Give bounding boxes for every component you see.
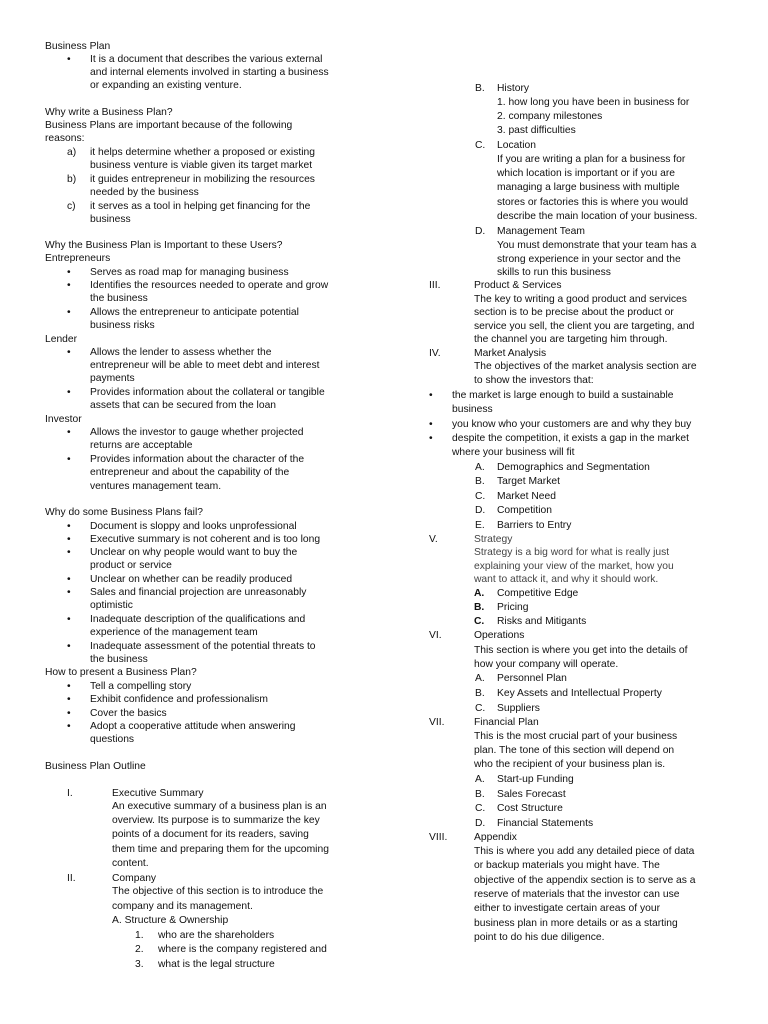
- right-text-line: Key Assets and Intellectual Property: [497, 688, 662, 699]
- right-text-line: Start-up Funding: [497, 774, 574, 785]
- right-list-marker: VI.: [429, 630, 442, 641]
- right-text-line: Appendix: [474, 832, 517, 843]
- right-list-marker: B.: [474, 602, 485, 613]
- left-list-marker: •: [67, 347, 71, 358]
- left-list-marker: a): [67, 147, 77, 158]
- left-text-line: Why the Business Plan is Important to these Users?: [45, 240, 283, 251]
- right-text-line: either to investigate certain areas of your: [474, 903, 661, 914]
- right-text-line: History: [497, 83, 530, 94]
- right-text-line: you know who your customers are and why they buy: [452, 419, 692, 430]
- right-text-line: plan. The tone of this section will depend on: [474, 745, 675, 756]
- left-text-line: Allows the investor to gauge whether projected: [90, 427, 304, 438]
- right-text-line: The objectives of the market analysis section are: [474, 361, 697, 372]
- right-text-line: Strategy: [474, 534, 513, 545]
- left-text-line: Lender: [45, 334, 78, 345]
- left-text-line: Document is sloppy and looks unprofessional: [90, 521, 297, 532]
- right-list-marker: VIII.: [429, 832, 448, 843]
- right-list-marker: D.: [475, 505, 486, 516]
- right-text-line: section is to be precise about the product or: [474, 307, 674, 318]
- right-list-marker: •: [429, 390, 433, 401]
- left-text-line: reasons:: [45, 133, 85, 144]
- left-list-marker: •: [67, 280, 71, 291]
- right-text-line: Strategy is a big word for what is really just: [474, 547, 670, 558]
- left-text-line: Investor: [45, 414, 82, 425]
- left-list-marker: •: [67, 521, 71, 532]
- right-list-marker: V.: [429, 534, 438, 545]
- left-list-marker: •: [67, 547, 71, 558]
- left-text-line: Exhibit confidence and professionalism: [90, 694, 269, 705]
- right-text-line: Suppliers: [497, 703, 540, 714]
- left-text-line: what is the legal structure: [158, 959, 275, 970]
- left-text-line: where is the company registered and: [158, 944, 327, 955]
- right-text-line: 1. how long you have been in business for: [497, 97, 690, 108]
- left-list-marker: 3.: [135, 959, 144, 970]
- right-list-marker: C.: [475, 491, 486, 502]
- left-text-line: the business: [90, 654, 148, 665]
- left-text-line: entrepreneur will be able to meet debt and interest: [90, 360, 320, 371]
- right-text-line: managing a large business with multiple: [497, 182, 680, 193]
- left-text-line: needed by the business: [90, 187, 199, 198]
- right-list-marker: B.: [475, 789, 485, 800]
- right-list-marker: A.: [475, 774, 485, 785]
- right-list-marker: E.: [475, 520, 485, 531]
- right-text-line: Location: [497, 140, 536, 151]
- left-text-line: Allows the entrepreneur to anticipate potential: [90, 307, 299, 318]
- right-text-line: Market Analysis: [474, 348, 547, 359]
- left-text-line: Inadequate description of the qualifications and: [90, 614, 306, 625]
- right-list-marker: B.: [475, 688, 485, 699]
- left-text-line: Company: [112, 873, 157, 884]
- left-list-marker: •: [67, 54, 71, 65]
- right-text-line: skills to run this business: [497, 267, 611, 278]
- right-text-line: 2. company milestones: [497, 111, 603, 122]
- left-text-line: The objective of this section is to introduce the: [112, 886, 324, 897]
- left-list-marker: II.: [67, 873, 76, 884]
- right-text-line: stores or factories this is where you would: [497, 197, 689, 208]
- right-text-line: Financial Statements: [497, 818, 594, 829]
- right-list-marker: C.: [475, 803, 486, 814]
- left-list-marker: c): [67, 201, 76, 212]
- right-text-line: explaining your view of the market, how you: [474, 561, 674, 572]
- left-text-line: points of a document for its readers, saving: [112, 829, 309, 840]
- right-text-line: strong experience in your sector and the: [497, 254, 681, 265]
- right-text-line: You must demonstrate that your team has a: [497, 240, 697, 251]
- right-text-line: reserve of materials that the investor can use: [474, 889, 680, 900]
- left-text-line: and internal elements involved in starting a business: [90, 67, 329, 78]
- right-text-line: who the recipient of your business plan is.: [474, 759, 666, 770]
- right-text-line: Demographics and Segmentation: [497, 462, 650, 473]
- right-text-line: Operations: [474, 630, 525, 641]
- right-text-line: want to attack it, and why it should work.: [474, 574, 659, 585]
- right-text-line: objective of the appendix section is to serve as a: [474, 875, 696, 886]
- right-text-line: or backup materials you might have. The: [474, 860, 660, 871]
- right-list-marker: •: [429, 433, 433, 444]
- right-list-marker: A.: [474, 588, 485, 599]
- right-text-line: despite the competition, it exists a gap in the market: [452, 433, 689, 444]
- left-text-line: product or service: [90, 560, 172, 571]
- right-text-line: The key to writing a good product and services: [474, 294, 687, 305]
- right-list-marker: •: [429, 419, 433, 430]
- right-list-marker: A.: [475, 673, 485, 684]
- right-text-line: Personnel Plan: [497, 673, 567, 684]
- right-list-marker: C.: [475, 703, 486, 714]
- left-text-line: ventures management team.: [90, 481, 222, 492]
- left-list-marker: 1.: [135, 930, 144, 941]
- right-text-line: how your company will operate.: [474, 659, 619, 670]
- left-text-line: who are the shareholders: [158, 930, 275, 941]
- right-text-line: which location is important or if you are: [497, 168, 675, 179]
- left-list-marker: 2.: [135, 944, 144, 955]
- right-list-marker: D.: [475, 226, 486, 237]
- left-text-line: Cover the basics: [90, 708, 167, 719]
- right-text-line: describe the main location of your business.: [497, 211, 698, 222]
- right-text-line: If you are writing a plan for a business for: [497, 154, 686, 165]
- left-text-line: Entrepreneurs: [45, 253, 111, 264]
- left-text-line: An executive summary of a business plan is an: [112, 801, 327, 812]
- left-list-marker: •: [67, 574, 71, 585]
- left-text-line: entrepreneur and about the capability of the: [90, 467, 290, 478]
- left-text-line: questions: [90, 734, 135, 745]
- left-text-line: experience of the management team: [90, 627, 258, 638]
- left-text-line: business risks: [90, 320, 155, 331]
- left-text-line: Business Plans are important because of the following: [45, 120, 293, 131]
- left-text-line: optimistic: [90, 600, 133, 611]
- right-text-line: This is the most crucial part of your business: [474, 731, 678, 742]
- right-text-line: Competition: [497, 505, 552, 516]
- left-list-marker: •: [67, 708, 71, 719]
- right-text-line: Management Team: [497, 226, 585, 237]
- right-text-line: point to do his due diligence.: [474, 932, 605, 943]
- left-text-line: business: [90, 214, 131, 225]
- left-list-marker: •: [67, 614, 71, 625]
- left-list-marker: I.: [67, 788, 73, 799]
- right-text-line: service you sell, the client you are targeting, and: [474, 321, 695, 332]
- right-text-line: the channel you are targeting him through.: [474, 334, 668, 345]
- left-text-line: Adopt a cooperative attitude when answering: [90, 721, 296, 732]
- left-text-line: Tell a compelling story: [90, 681, 192, 692]
- left-text-line: it helps determine whether a proposed or existing: [90, 147, 315, 158]
- right-text-line: This section is where you get into the details of: [474, 645, 688, 656]
- right-text-line: business: [452, 404, 493, 415]
- left-text-line: Business Plan Outline: [45, 761, 146, 772]
- right-text-line: Competitive Edge: [497, 588, 579, 599]
- right-text-line: the market is large enough to build a sustainable: [452, 390, 674, 401]
- left-text-line: Executive Summary: [112, 788, 204, 799]
- left-text-line: A. Structure & Ownership: [112, 915, 229, 926]
- right-text-line: This is where you add any detailed piece of data: [474, 846, 695, 857]
- left-text-line: Provides information about the collateral or tangible: [90, 387, 325, 398]
- left-text-line: Inadequate assessment of the potential threats to: [90, 641, 316, 652]
- right-text-line: Pricing: [497, 602, 529, 613]
- left-list-marker: •: [67, 267, 71, 278]
- left-text-line: company and its management.: [112, 901, 253, 912]
- left-text-line: content.: [112, 858, 149, 869]
- left-list-marker: •: [67, 694, 71, 705]
- right-text-line: Market Need: [497, 491, 556, 502]
- left-list-marker: •: [67, 427, 71, 438]
- right-list-marker: D.: [475, 818, 486, 829]
- left-text-line: payments: [90, 373, 135, 384]
- right-list-marker: B.: [475, 83, 485, 94]
- left-text-line: them time and preparing them for the upcoming: [112, 844, 329, 855]
- right-text-line: business plan in more details or as a starting: [474, 918, 678, 929]
- left-text-line: Why write a Business Plan?: [45, 107, 173, 118]
- left-text-line: assets that can be secured from the loan: [90, 400, 277, 411]
- left-text-line: Allows the lender to assess whether the: [90, 347, 272, 358]
- left-text-line: or expanding an existing venture.: [90, 80, 242, 91]
- left-list-marker: •: [67, 534, 71, 545]
- left-text-line: it serves as a tool in helping get financing for the: [90, 201, 311, 212]
- right-list-marker: IV.: [429, 348, 441, 359]
- left-text-line: Executive summary is not coherent and is too long: [90, 534, 321, 545]
- left-text-line: Why do some Business Plans fail?: [45, 507, 203, 518]
- left-list-marker: b): [67, 174, 77, 185]
- right-text-line: 3. past difficulties: [497, 125, 576, 136]
- right-text-line: Product & Services: [474, 280, 562, 291]
- left-text-line: returns are acceptable: [90, 440, 193, 451]
- right-list-marker: B.: [475, 476, 485, 487]
- left-list-marker: •: [67, 587, 71, 598]
- right-text-line: Target Market: [497, 476, 560, 487]
- right-text-line: to show the investors that:: [474, 375, 594, 386]
- left-list-marker: •: [67, 721, 71, 732]
- right-list-marker: VII.: [429, 717, 445, 728]
- right-text-line: Financial Plan: [474, 717, 539, 728]
- left-text-line: Business Plan: [45, 41, 111, 52]
- right-list-marker: III.: [429, 280, 441, 291]
- right-text-line: Barriers to Entry: [497, 520, 572, 531]
- left-list-marker: •: [67, 307, 71, 318]
- left-text-line: Serves as road map for managing business: [90, 267, 289, 278]
- left-text-line: Unclear on why people would want to buy the: [90, 547, 298, 558]
- right-list-marker: A.: [475, 462, 485, 473]
- left-text-line: it guides entrepreneur in mobilizing the resources: [90, 174, 315, 185]
- left-text-line: Identifies the resources needed to operate and grow: [90, 280, 329, 291]
- left-text-line: Sales and financial projection are unreasonably: [90, 587, 307, 598]
- left-text-line: overview. Its purpose is to summarize the key: [112, 815, 320, 826]
- right-list-marker: C.: [475, 140, 486, 151]
- left-text-line: Provides information about the character of the: [90, 454, 305, 465]
- left-text-line: the business: [90, 293, 148, 304]
- left-text-line: Unclear on whether can be readily produced: [90, 574, 293, 585]
- right-list-marker: C.: [474, 616, 485, 627]
- left-list-marker: •: [67, 641, 71, 652]
- right-text-line: Cost Structure: [497, 803, 563, 814]
- left-list-marker: •: [67, 681, 71, 692]
- left-text-line: business venture is viable given its target market: [90, 160, 313, 171]
- left-list-marker: •: [67, 387, 71, 398]
- left-list-marker: •: [67, 454, 71, 465]
- right-text-line: Risks and Mitigants: [497, 616, 587, 627]
- left-text-line: How to present a Business Plan?: [45, 667, 197, 678]
- right-text-line: where your business will fit: [452, 447, 575, 458]
- right-text-line: Sales Forecast: [497, 789, 566, 800]
- left-text-line: It is a document that describes the various external: [90, 54, 323, 65]
